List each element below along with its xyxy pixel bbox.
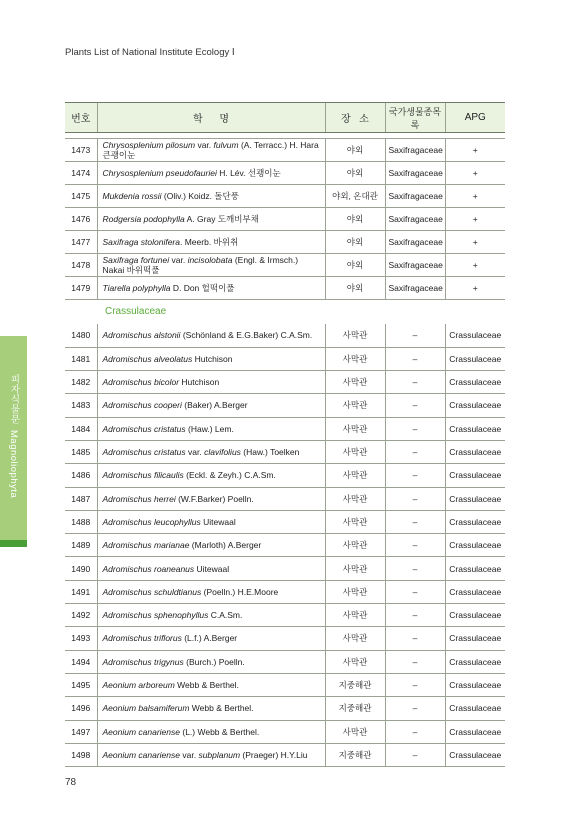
national-list-cell: – bbox=[385, 464, 445, 487]
table-row bbox=[65, 324, 505, 347]
scientific-name bbox=[97, 417, 325, 440]
national-list-cell: – bbox=[385, 347, 445, 370]
place-cell: 사막관 bbox=[325, 371, 385, 394]
name-author-2: (A. Terracc.) H. Hara 큰괭이눈 bbox=[102, 139, 319, 160]
scientific-name bbox=[97, 464, 325, 487]
name-author: var. bbox=[185, 447, 205, 458]
name-italic: Saxifraga stolonifera bbox=[102, 236, 180, 247]
national-list-cell: – bbox=[385, 720, 445, 743]
row-number: 1479 bbox=[65, 277, 97, 300]
side-tab-text bbox=[0, 336, 27, 540]
apg-cell: Crassulaceae bbox=[445, 673, 505, 696]
name-italic: Aeonium arboreum bbox=[102, 680, 175, 690]
name-author: (W.F.Barker) Poelln. bbox=[175, 493, 254, 504]
scientific-name bbox=[97, 650, 325, 673]
table-row bbox=[65, 440, 505, 463]
name-italic: Adromischus sphenophyllus bbox=[102, 610, 209, 621]
name-author: (Marloth) A.Berger bbox=[189, 540, 262, 551]
apg-cell: Crassulaceae bbox=[445, 627, 505, 650]
table-row bbox=[65, 510, 505, 533]
table-row bbox=[65, 464, 505, 487]
table-row bbox=[65, 557, 505, 580]
name-italic: Saxifraga fortunei bbox=[102, 254, 170, 265]
name-italic: Chrysosplenium pilosum bbox=[102, 139, 196, 150]
place-cell: 야외 bbox=[325, 208, 385, 231]
row-number: 1495 bbox=[65, 673, 97, 696]
national-list-cell: Saxifragaceae bbox=[385, 277, 445, 300]
table-row bbox=[65, 394, 505, 417]
plant-list-table bbox=[65, 102, 505, 767]
place-cell: 사막관 bbox=[325, 557, 385, 580]
national-list-cell: – bbox=[385, 487, 445, 510]
row-number: 1496 bbox=[65, 697, 97, 720]
place-cell: 야외, 온대관 bbox=[325, 185, 385, 208]
table-row bbox=[65, 697, 505, 720]
name-italic: Tiarella polyphylla bbox=[102, 282, 171, 293]
table-row bbox=[65, 347, 505, 370]
table-row bbox=[65, 185, 505, 208]
place-cell: 지중해관 bbox=[325, 697, 385, 720]
name-author: D. Don 헐떡이풀 bbox=[170, 282, 235, 293]
row-number: 1498 bbox=[65, 743, 97, 766]
name-italic: Aeonium canariense bbox=[102, 749, 180, 760]
side-tab-accent bbox=[0, 540, 27, 547]
name-author: (Eckl. & Zeyh.) C.A.Sm. bbox=[183, 470, 276, 481]
place-cell: 야외 bbox=[325, 254, 385, 277]
name-author-2: (Praeger) H.Y.Liu bbox=[240, 749, 308, 760]
place-cell: 지중해관 bbox=[325, 743, 385, 766]
national-list-cell: – bbox=[385, 394, 445, 417]
name-italic: Adromischus cristatus bbox=[102, 423, 186, 434]
name-author: Webb & Berthel. bbox=[189, 703, 254, 714]
apg-cell: Crassulaceae bbox=[445, 557, 505, 580]
national-list-cell: – bbox=[385, 650, 445, 673]
place-cell: 사막관 bbox=[325, 324, 385, 347]
name-author: var. bbox=[169, 254, 188, 265]
row-number: 1490 bbox=[65, 557, 97, 580]
family-heading-row bbox=[65, 300, 505, 325]
name-italic: Adromischus cristatus bbox=[102, 447, 186, 458]
scientific-name bbox=[97, 324, 325, 347]
apg-cell: Crassulaceae bbox=[445, 580, 505, 603]
row-number: 1492 bbox=[65, 604, 97, 627]
name-author: . Meerb. 바위취 bbox=[180, 236, 239, 247]
name-author-2: (Engl. & Irmsch.) Nakai 바위떡풀 bbox=[102, 254, 299, 275]
apg-cell: + bbox=[445, 185, 505, 208]
row-number: 1486 bbox=[65, 464, 97, 487]
table-row bbox=[65, 231, 505, 254]
name-author: (L.) Webb & Berthel. bbox=[180, 726, 260, 737]
apg-cell: Crassulaceae bbox=[445, 440, 505, 463]
name-infraspecific: subplanum bbox=[198, 749, 241, 760]
scientific-name bbox=[97, 673, 325, 696]
table-row bbox=[65, 627, 505, 650]
name-author: (L.f.) A.Berger bbox=[181, 633, 238, 644]
scientific-name bbox=[97, 162, 325, 185]
row-number: 1485 bbox=[65, 440, 97, 463]
apg-cell: Crassulaceae bbox=[445, 371, 505, 394]
national-list-cell: – bbox=[385, 534, 445, 557]
national-list-cell: Saxifragaceae bbox=[385, 254, 445, 277]
name-italic: Adromischus schuldtianus bbox=[102, 586, 202, 597]
scientific-name bbox=[97, 487, 325, 510]
apg-cell: Crassulaceae bbox=[445, 697, 505, 720]
row-number: 1484 bbox=[65, 417, 97, 440]
name-author: var. bbox=[195, 139, 214, 150]
row-number: 1473 bbox=[65, 139, 97, 162]
row-number: 1487 bbox=[65, 487, 97, 510]
row-number: 1488 bbox=[65, 510, 97, 533]
place-cell: 사막관 bbox=[325, 534, 385, 557]
header-apg: APG bbox=[445, 103, 505, 133]
place-cell: 야외 bbox=[325, 162, 385, 185]
side-tab-korean: 피자식물문 bbox=[8, 374, 20, 424]
apg-cell: Crassulaceae bbox=[445, 417, 505, 440]
national-list-cell: – bbox=[385, 510, 445, 533]
national-list-cell: – bbox=[385, 371, 445, 394]
scientific-name bbox=[97, 185, 325, 208]
place-cell: 사막관 bbox=[325, 604, 385, 627]
row-number: 1478 bbox=[65, 254, 97, 277]
place-cell: 사막관 bbox=[325, 580, 385, 603]
table-row bbox=[65, 277, 505, 300]
national-list-cell: Saxifragaceae bbox=[385, 162, 445, 185]
table-row bbox=[65, 534, 505, 557]
name-author: var. bbox=[180, 749, 199, 760]
header-no: 번호 bbox=[65, 103, 97, 133]
apg-cell: + bbox=[445, 162, 505, 185]
name-author: H. Lév. 선괭이눈 bbox=[216, 167, 281, 178]
scientific-name bbox=[97, 371, 325, 394]
scientific-name bbox=[97, 627, 325, 650]
section-side-tab bbox=[0, 336, 27, 540]
header-name: 학 명 bbox=[97, 103, 325, 133]
scientific-name bbox=[97, 347, 325, 370]
table-row bbox=[65, 371, 505, 394]
header-place: 장 소 bbox=[325, 103, 385, 133]
apg-cell: Crassulaceae bbox=[445, 510, 505, 533]
name-author: C.A.Sm. bbox=[208, 610, 243, 621]
name-author: Hutchison bbox=[192, 353, 233, 364]
name-infraspecific: incisolobata bbox=[187, 254, 233, 265]
name-italic: Adromischus leucophyllus bbox=[102, 516, 201, 527]
row-number: 1497 bbox=[65, 720, 97, 743]
apg-cell: Crassulaceae bbox=[445, 487, 505, 510]
national-list-cell: – bbox=[385, 673, 445, 696]
name-author: Webb & Berthel. bbox=[174, 680, 239, 690]
apg-cell: + bbox=[445, 139, 505, 162]
side-tab-latin: Magnoliophyta bbox=[8, 430, 19, 499]
name-italic: Adromischus filicaulis bbox=[102, 470, 184, 481]
name-author: (Baker) A.Berger bbox=[181, 400, 248, 411]
apg-cell: Crassulaceae bbox=[445, 534, 505, 557]
table-row bbox=[65, 743, 505, 766]
place-cell: 사막관 bbox=[325, 510, 385, 533]
name-author: Hutchison bbox=[179, 377, 220, 388]
scientific-name bbox=[97, 534, 325, 557]
name-author: (Burch.) Poelln. bbox=[183, 656, 245, 667]
name-author: Uitewaal bbox=[194, 563, 230, 574]
scientific-name bbox=[97, 580, 325, 603]
apg-cell: + bbox=[445, 277, 505, 300]
table-row bbox=[65, 208, 505, 231]
place-cell: 야외 bbox=[325, 231, 385, 254]
table-row bbox=[65, 139, 505, 162]
family-heading: Crassulaceae bbox=[105, 306, 167, 317]
national-list-cell: – bbox=[385, 604, 445, 627]
apg-cell: Crassulaceae bbox=[445, 464, 505, 487]
table-row bbox=[65, 720, 505, 743]
national-list-cell: – bbox=[385, 440, 445, 463]
place-cell: 사막관 bbox=[325, 464, 385, 487]
apg-cell: Crassulaceae bbox=[445, 604, 505, 627]
national-list-cell: Saxifragaceae bbox=[385, 208, 445, 231]
national-list-cell: Saxifragaceae bbox=[385, 139, 445, 162]
name-infraspecific: fulvum bbox=[213, 139, 239, 150]
apg-cell: Crassulaceae bbox=[445, 720, 505, 743]
national-list-cell: – bbox=[385, 580, 445, 603]
place-cell: 야외 bbox=[325, 277, 385, 300]
name-italic: Adromischus alstonii bbox=[102, 330, 181, 341]
row-number: 1476 bbox=[65, 208, 97, 231]
apg-cell: + bbox=[445, 208, 505, 231]
national-list-cell: – bbox=[385, 417, 445, 440]
scientific-name bbox=[97, 697, 325, 720]
scientific-name bbox=[97, 254, 325, 277]
table-header-row bbox=[65, 103, 505, 133]
table-row bbox=[65, 650, 505, 673]
name-author: (Schönland & E.G.Baker) C.A.Sm. bbox=[180, 330, 313, 341]
name-italic: Adromischus triflorus bbox=[102, 633, 182, 644]
name-author: (Oliv.) Koidz. 돌단풍 bbox=[161, 190, 239, 201]
name-italic: Chrysosplenium pseudofauriei bbox=[102, 167, 217, 178]
national-list-cell: – bbox=[385, 743, 445, 766]
place-cell: 사막관 bbox=[325, 650, 385, 673]
table-row bbox=[65, 673, 505, 696]
national-list-cell: – bbox=[385, 697, 445, 720]
place-cell: 사막관 bbox=[325, 627, 385, 650]
name-italic: Aeonium balsamiferum bbox=[102, 703, 190, 714]
scientific-name bbox=[97, 394, 325, 417]
header-national-list: 국가생물종목록 bbox=[385, 103, 445, 133]
name-author: A. Gray 도깨비부채 bbox=[184, 213, 259, 224]
name-italic: Mukdenia rossii bbox=[102, 190, 162, 201]
name-italic: Rodgersia podophylla bbox=[102, 213, 185, 224]
table-row bbox=[65, 580, 505, 603]
row-number: 1491 bbox=[65, 580, 97, 603]
place-cell: 사막관 bbox=[325, 347, 385, 370]
scientific-name bbox=[97, 208, 325, 231]
scientific-name bbox=[97, 510, 325, 533]
row-number: 1477 bbox=[65, 231, 97, 254]
row-number: 1493 bbox=[65, 627, 97, 650]
row-number: 1475 bbox=[65, 185, 97, 208]
row-number: 1474 bbox=[65, 162, 97, 185]
national-list-cell: Saxifragaceae bbox=[385, 185, 445, 208]
scientific-name bbox=[97, 139, 325, 162]
place-cell: 사막관 bbox=[325, 720, 385, 743]
table-row bbox=[65, 604, 505, 627]
place-cell: 사막관 bbox=[325, 440, 385, 463]
place-cell: 사막관 bbox=[325, 394, 385, 417]
name-infraspecific: clavifolius bbox=[204, 447, 241, 458]
table-row bbox=[65, 254, 505, 277]
name-italic: Adromischus marianae bbox=[102, 540, 190, 551]
table-row bbox=[65, 487, 505, 510]
row-number: 1489 bbox=[65, 534, 97, 557]
place-cell: 야외 bbox=[325, 139, 385, 162]
scientific-name bbox=[97, 743, 325, 766]
national-list-cell: – bbox=[385, 324, 445, 347]
name-italic: Adromischus cooperi bbox=[102, 400, 182, 411]
apg-cell: Crassulaceae bbox=[445, 743, 505, 766]
running-head: Plants List of National Institute Ecology Ⅰ bbox=[65, 47, 235, 58]
scientific-name bbox=[97, 231, 325, 254]
table-row bbox=[65, 417, 505, 440]
scientific-name bbox=[97, 720, 325, 743]
apg-cell: + bbox=[445, 254, 505, 277]
apg-cell: + bbox=[445, 231, 505, 254]
national-list-cell: – bbox=[385, 557, 445, 580]
scientific-name bbox=[97, 604, 325, 627]
name-italic: Adromischus trigynus bbox=[102, 656, 184, 667]
row-number: 1481 bbox=[65, 347, 97, 370]
row-number: 1494 bbox=[65, 650, 97, 673]
apg-cell: Crassulaceae bbox=[445, 324, 505, 347]
name-italic: Adromischus roaneanus bbox=[102, 563, 195, 574]
place-cell: 사막관 bbox=[325, 487, 385, 510]
row-number: 1480 bbox=[65, 324, 97, 347]
national-list-cell: – bbox=[385, 627, 445, 650]
name-italic: Adromischus bicolor bbox=[102, 377, 180, 388]
row-number: 1482 bbox=[65, 371, 97, 394]
name-italic: Adromischus alveolatus bbox=[102, 353, 193, 364]
name-italic: Aeonium canariense bbox=[102, 726, 180, 737]
scientific-name bbox=[97, 440, 325, 463]
row-number: 1483 bbox=[65, 394, 97, 417]
place-cell: 사막관 bbox=[325, 417, 385, 440]
name-author: (Haw.) Lem. bbox=[185, 423, 234, 434]
table-row bbox=[65, 162, 505, 185]
national-list-cell: Saxifragaceae bbox=[385, 231, 445, 254]
scientific-name bbox=[97, 557, 325, 580]
page-number: 78 bbox=[65, 777, 77, 788]
name-author-2: (Haw.) Toelken bbox=[240, 447, 300, 458]
place-cell: 지중해관 bbox=[325, 673, 385, 696]
name-author: (Poelln.) H.E.Moore bbox=[201, 586, 279, 597]
apg-cell: Crassulaceae bbox=[445, 650, 505, 673]
scientific-name bbox=[97, 277, 325, 300]
name-author: Uitewaal bbox=[200, 516, 236, 527]
apg-cell: Crassulaceae bbox=[445, 347, 505, 370]
name-italic: Adromischus herrei bbox=[102, 493, 176, 504]
apg-cell: Crassulaceae bbox=[445, 394, 505, 417]
